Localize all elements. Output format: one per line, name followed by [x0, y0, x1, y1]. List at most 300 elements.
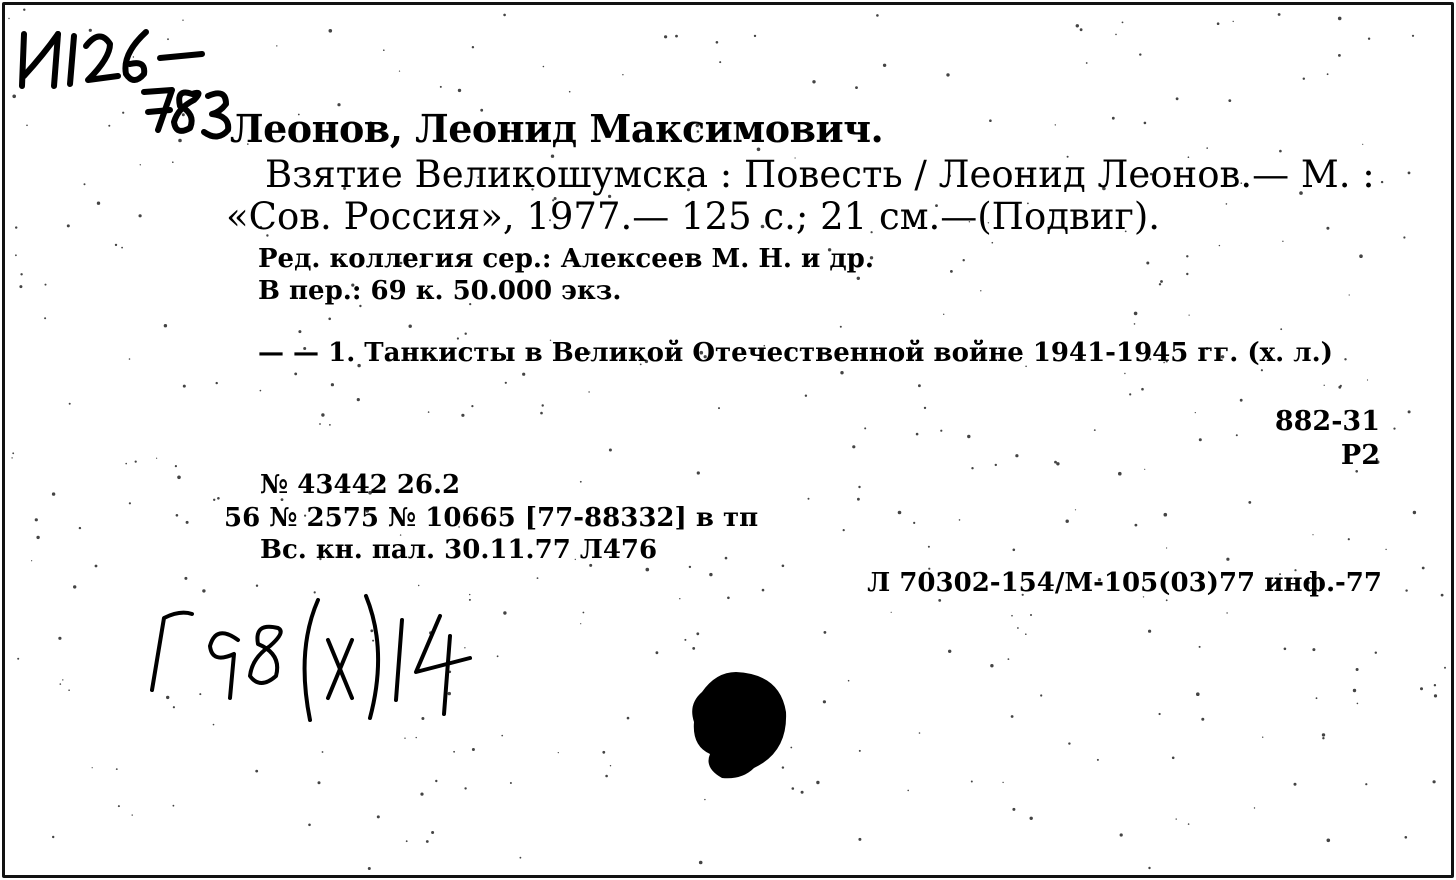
speckle-dot	[1340, 385, 1342, 387]
speckle-dot	[510, 782, 512, 784]
speckle-dot	[1226, 612, 1227, 613]
speckle-dot	[801, 791, 804, 794]
speckle-dot	[1254, 807, 1255, 808]
speckle-dot	[368, 867, 371, 870]
speckle-dot	[696, 632, 699, 635]
speckle-dot	[1441, 594, 1444, 597]
speckle-dot	[719, 61, 721, 63]
handwritten-call-number-top	[14, 14, 244, 154]
speckle-dot	[689, 566, 691, 568]
speckle-dot	[68, 689, 70, 691]
speckle-dot	[1422, 567, 1425, 570]
speckle-dot	[1405, 836, 1408, 839]
speckle-dot	[431, 831, 434, 834]
speckle-dot	[1368, 38, 1370, 40]
speckle-dot	[1359, 254, 1363, 258]
speckle-dot	[255, 770, 258, 773]
speckle-dot	[23, 9, 25, 11]
speckle-dot	[675, 35, 678, 38]
speckle-dot	[464, 787, 466, 789]
speckle-dot	[58, 637, 61, 640]
speckle-dot	[79, 527, 81, 529]
speckle-dot	[216, 382, 218, 384]
speckle-dot	[1278, 13, 1281, 16]
speckle-dot	[883, 64, 886, 67]
speckle-dot	[331, 383, 334, 386]
speckle-dot	[1433, 780, 1436, 783]
speckle-dot	[855, 86, 858, 89]
speckle-dot	[782, 565, 785, 568]
speckle-dot	[322, 751, 324, 753]
speckle-dot	[876, 14, 879, 17]
speckle-dot	[328, 318, 331, 321]
speckle-dot	[321, 413, 324, 416]
speckle-dot	[36, 536, 39, 539]
speckle-dot	[1367, 379, 1368, 380]
speckle-dot	[843, 529, 845, 531]
speckle-dot	[140, 164, 141, 165]
speckle-dot	[1148, 867, 1150, 869]
speckle-dot	[217, 497, 220, 500]
speckle-dot	[1226, 558, 1229, 561]
speckle-dot	[1017, 627, 1019, 629]
speckle-dot	[1226, 203, 1228, 205]
speckle-dot	[1344, 358, 1346, 360]
speckle-dot	[15, 254, 17, 256]
speckle-dot	[727, 597, 730, 600]
speckle-dot	[1312, 534, 1313, 535]
speckle-dot	[44, 317, 46, 319]
speckle-dot	[465, 333, 467, 335]
speckle-dot	[540, 412, 543, 415]
speckle-dot	[1228, 99, 1231, 102]
speckle-dot	[383, 49, 385, 51]
speckle-dot	[1008, 658, 1010, 660]
speckle-dot	[177, 476, 181, 480]
speckle-dot	[1176, 97, 1179, 100]
speckle-dot	[588, 391, 589, 392]
speckle-dot	[1201, 718, 1204, 721]
speckle-dot	[963, 259, 965, 261]
speckle-dot	[1196, 692, 1200, 696]
speckle-dot	[950, 270, 953, 273]
speckle-dot	[1236, 434, 1238, 436]
speckle-dot	[542, 404, 544, 406]
speckle-dot	[503, 14, 506, 17]
speckle-dot	[92, 767, 93, 768]
speckle-dot	[924, 407, 926, 409]
speckle-dot	[1120, 833, 1123, 836]
title-line-2: «Сов. Россия», 1977.— 125 с.; 21 см.—(Подвиг).	[226, 195, 1161, 238]
author-heading: Леонов, Леонид Максимович.	[230, 106, 884, 151]
speckle-dot	[1139, 53, 1141, 55]
speckle-dot	[938, 599, 941, 602]
speckle-dot	[864, 427, 866, 429]
speckle-dot	[156, 458, 157, 459]
speckle-dot	[329, 29, 333, 33]
speckle-dot	[1356, 668, 1359, 671]
speckle-dot	[1248, 501, 1251, 504]
speckle-dot	[664, 35, 667, 38]
book-chamber-record: Вс. кн. пал. 30.11.77 Л476	[260, 535, 658, 565]
speckle-dot	[1327, 839, 1331, 843]
speckle-dot	[276, 45, 277, 46]
speckle-dot	[183, 385, 186, 388]
speckle-dot	[1324, 385, 1325, 386]
speckle-dot	[1066, 520, 1069, 523]
speckle-dot	[1075, 509, 1076, 510]
speckle-dot	[308, 824, 311, 827]
speckle-dot	[656, 651, 659, 654]
speckle-dot	[520, 857, 522, 859]
speckle-dot	[1011, 715, 1014, 718]
subject-entry: — — 1. Танкисты в Великой Отечественной войне 1941-1945 гг. (х. л.)	[258, 338, 1333, 368]
publisher-code: Л 70302-154/М-105(03)77 инф.-77	[867, 568, 1382, 598]
speckle-dot	[294, 373, 297, 376]
speckle-dot	[646, 568, 650, 572]
speckle-dot	[213, 499, 215, 501]
speckle-dot	[1434, 694, 1437, 697]
speckle-dot	[1326, 227, 1329, 230]
speckle-dot	[725, 557, 728, 560]
speckle-dot	[1164, 513, 1168, 517]
speckle-dot	[918, 384, 921, 387]
speckle-dot	[1403, 236, 1405, 238]
speckle-dot	[1159, 283, 1161, 285]
speckle-dot	[95, 565, 98, 568]
speckle-dot	[1279, 150, 1282, 153]
speckle-dot	[709, 573, 712, 576]
speckle-dot	[816, 781, 819, 784]
speckle-dot	[1303, 78, 1305, 80]
speckle-dot	[718, 407, 720, 409]
speckle-dot	[399, 71, 400, 72]
speckle-dot	[995, 464, 997, 466]
speckle-dot	[1112, 117, 1115, 120]
speckle-dot	[948, 650, 951, 653]
speckle-dot	[1280, 328, 1282, 330]
speckle-dot	[176, 514, 179, 517]
speckle-dot	[823, 700, 826, 703]
speckle-dot	[435, 780, 437, 782]
speckle-dot	[859, 750, 861, 752]
classification-code: 882-31	[1274, 406, 1380, 437]
speckle-dot	[1408, 172, 1411, 175]
speckle-dot	[1408, 410, 1411, 413]
speckle-dot	[1338, 17, 1342, 21]
speckle-dot	[840, 371, 843, 374]
speckle-dot	[1030, 817, 1033, 820]
speckle-dot	[135, 461, 137, 463]
speckle-dot	[329, 424, 331, 426]
speckle-dot	[1025, 633, 1027, 635]
speckle-dot	[129, 502, 131, 504]
speckle-dot	[1434, 684, 1436, 686]
speckle-dot	[298, 330, 301, 333]
speckle-dot	[1129, 393, 1131, 395]
speckle-dot	[605, 775, 608, 778]
speckle-dot	[1186, 273, 1188, 275]
speckle-dot	[1012, 808, 1015, 811]
note-price-print-run: В пер.: 69 к. 50.000 экз.	[258, 276, 622, 306]
speckle-dot	[1141, 388, 1144, 391]
speckle-dot	[959, 519, 961, 521]
speckle-dot	[627, 717, 630, 720]
speckle-dot	[84, 183, 86, 185]
speckle-dot	[943, 314, 944, 315]
speckle-dot	[1349, 294, 1350, 295]
speckle-dot	[1186, 255, 1188, 257]
speckle-dot	[989, 119, 992, 122]
punched-hole	[682, 668, 792, 788]
speckle-dot	[1166, 599, 1168, 601]
speckle-dot	[946, 73, 949, 76]
speckle-dot	[20, 273, 22, 275]
speckle-dot	[1199, 438, 1202, 441]
speckle-dot	[1011, 615, 1013, 617]
speckle-dot	[858, 838, 861, 841]
speckle-dot	[609, 449, 612, 452]
speckle-dot	[472, 46, 474, 48]
speckle-dot	[1322, 737, 1324, 739]
speckle-dot	[1015, 454, 1018, 457]
speckle-dot	[35, 518, 38, 521]
registry-number: № 43442 26.2	[260, 470, 461, 500]
speckle-dot	[858, 486, 860, 488]
speckle-dot	[857, 498, 860, 501]
speckle-dot	[558, 752, 559, 753]
speckle-dot	[840, 326, 842, 328]
speckle-dot	[1134, 323, 1136, 325]
speckle-dot	[1322, 733, 1325, 736]
speckle-dot	[537, 577, 539, 579]
speckle-dot	[45, 284, 47, 286]
speckle-dot	[610, 765, 611, 766]
speckle-dot	[848, 680, 850, 682]
speckle-dot	[1055, 124, 1056, 125]
speckle-dot	[118, 805, 120, 807]
speckle-dot	[471, 405, 473, 407]
speckle-dot	[1144, 122, 1147, 125]
speckle-dot	[406, 840, 408, 842]
speckle-dot	[583, 612, 585, 614]
speckle-dot	[1316, 697, 1318, 699]
speckle-dot	[409, 325, 412, 328]
speckle-dot	[580, 481, 582, 483]
speckle-dot	[1148, 630, 1151, 633]
speckle-dot	[1284, 648, 1287, 651]
speckle-dot	[377, 815, 380, 818]
speckle-dot	[1375, 652, 1377, 654]
speckle-dot	[1122, 22, 1124, 24]
speckle-dot	[699, 861, 703, 865]
speckle-dot	[1068, 742, 1070, 744]
speckle-dot	[916, 433, 919, 436]
speckle-dot	[1357, 703, 1359, 705]
speckle-dot	[971, 781, 973, 783]
speckle-dot	[1348, 538, 1350, 540]
speckle-dot	[692, 647, 695, 650]
speckle-dot	[1189, 315, 1190, 316]
speckle-dot	[440, 86, 442, 88]
speckle-dot	[907, 790, 909, 792]
speckle-dot	[1188, 823, 1190, 825]
speckle-dot	[1199, 646, 1201, 648]
speckle-dot	[919, 732, 921, 734]
speckle-dot	[812, 80, 815, 83]
speckle-dot	[319, 423, 321, 425]
speckle-dot	[186, 521, 189, 524]
speckle-dot	[472, 748, 475, 751]
speckle-dot	[1086, 62, 1088, 64]
speckle-dot	[458, 89, 461, 92]
speckle-dot	[1294, 783, 1297, 786]
speckle-dot	[1405, 589, 1407, 591]
speckle-dot	[622, 74, 623, 75]
speckle-dot	[990, 664, 993, 667]
speckle-dot	[679, 598, 680, 599]
speckle-dot	[940, 430, 942, 432]
speckle-dot	[1002, 782, 1003, 783]
speckle-dot	[1219, 245, 1220, 246]
speckle-dot	[716, 41, 719, 44]
speckle-dot	[164, 324, 167, 327]
speckle-dot	[1094, 429, 1096, 431]
speckle-dot	[453, 751, 455, 753]
speckle-dot	[31, 560, 32, 561]
speckle-dot	[67, 224, 70, 227]
speckle-dot	[505, 382, 507, 384]
speckle-dot	[1206, 147, 1208, 149]
handwritten-shelf-mark	[140, 580, 500, 740]
speckle-dot	[754, 35, 756, 37]
speckle-dot	[175, 465, 177, 467]
speckle-dot	[580, 623, 581, 624]
speckle-dot	[704, 799, 705, 800]
speckle-dot	[1013, 549, 1016, 552]
speckle-dot	[891, 612, 892, 613]
speckle-dot	[1353, 689, 1356, 692]
speckle-dot	[1146, 262, 1149, 265]
speckle-dot	[19, 285, 22, 288]
speckle-dot	[428, 411, 430, 413]
speckle-dot	[11, 457, 12, 458]
speckle-dot	[132, 814, 133, 815]
speckle-dot	[980, 290, 981, 291]
speckle-dot	[762, 589, 765, 592]
speckle-dot	[420, 793, 423, 796]
speckle-dot	[1412, 35, 1414, 37]
note-editorial-board: Ред. коллегия сер.: Алексеев М. Н. и др.	[258, 244, 874, 274]
speckle-dot	[898, 511, 902, 515]
speckle-dot	[1261, 369, 1263, 371]
speckle-dot	[115, 244, 117, 246]
speckle-dot	[852, 445, 855, 448]
speckle-dot	[992, 242, 994, 244]
speckle-dot	[1056, 462, 1059, 465]
speckle-dot	[503, 611, 506, 614]
speckle-dot	[116, 768, 118, 770]
classification-index: Р2	[1340, 440, 1380, 471]
speckle-dot	[522, 373, 525, 376]
speckle-dot	[1362, 144, 1363, 145]
speckle-dot	[1134, 312, 1138, 316]
order-numbers: 56 № 2575 № 10665 [77-88332] в тп	[224, 503, 759, 533]
speckle-dot	[1160, 280, 1163, 283]
speckle-dot	[1097, 759, 1099, 761]
speckle-dot	[139, 214, 142, 217]
speckle-dot	[1365, 783, 1367, 785]
speckle-dot	[1420, 687, 1423, 690]
speckle-dot	[928, 546, 930, 548]
speckle-dot	[1172, 757, 1175, 760]
speckle-dot	[12, 452, 14, 454]
speckle-dot	[52, 492, 55, 495]
speckle-dot	[1076, 24, 1079, 27]
speckle-dot	[1166, 547, 1167, 548]
speckle-dot	[1080, 28, 1083, 31]
speckle-dot	[1195, 412, 1196, 413]
speckle-dot	[318, 781, 321, 784]
speckle-dot	[1393, 428, 1395, 430]
speckle-dot	[1338, 54, 1341, 57]
speckle-dot	[8, 18, 9, 19]
speckle-dot	[172, 161, 174, 163]
speckle-dot	[73, 585, 76, 588]
speckle-dot	[543, 66, 545, 68]
speckle-dot	[1413, 511, 1416, 514]
speckle-dot	[1144, 469, 1145, 470]
speckle-dot	[1115, 34, 1117, 36]
speckle-dot	[52, 836, 54, 838]
speckle-dot	[426, 840, 429, 843]
speckle-dot	[1385, 549, 1386, 550]
speckle-dot	[62, 679, 63, 680]
speckle-dot	[602, 751, 605, 754]
speckle-dot	[971, 467, 973, 469]
speckle-dot	[260, 390, 262, 392]
speckle-dot	[1030, 614, 1032, 616]
speckle-dot	[1118, 472, 1122, 476]
speckle-dot	[1240, 399, 1243, 402]
speckle-dot	[69, 403, 71, 405]
speckle-dot	[913, 522, 915, 524]
speckle-dot	[1312, 648, 1315, 651]
speckle-dot	[569, 91, 571, 93]
speckle-dot	[125, 463, 127, 465]
speckle-dot	[1176, 818, 1177, 819]
speckle-dot	[967, 435, 970, 438]
speckle-dot	[461, 414, 464, 417]
speckle-dot	[1282, 241, 1283, 242]
speckle-dot	[1159, 713, 1161, 715]
speckle-dot	[1327, 73, 1329, 75]
speckle-dot	[1217, 22, 1220, 25]
speckle-dot	[1233, 21, 1234, 22]
speckle-dot	[357, 398, 360, 401]
speckle-dot	[805, 395, 807, 397]
speckle-dot	[824, 631, 827, 634]
speckle-dot	[1381, 181, 1383, 183]
speckle-dot	[60, 683, 62, 685]
speckle-dot	[857, 277, 860, 280]
speckle-dot	[1135, 524, 1138, 527]
speckle-dot	[684, 639, 686, 641]
speckle-dot	[501, 735, 503, 737]
speckle-dot	[129, 358, 131, 360]
speckle-dot	[97, 202, 100, 205]
speckle-dot	[1444, 667, 1446, 669]
